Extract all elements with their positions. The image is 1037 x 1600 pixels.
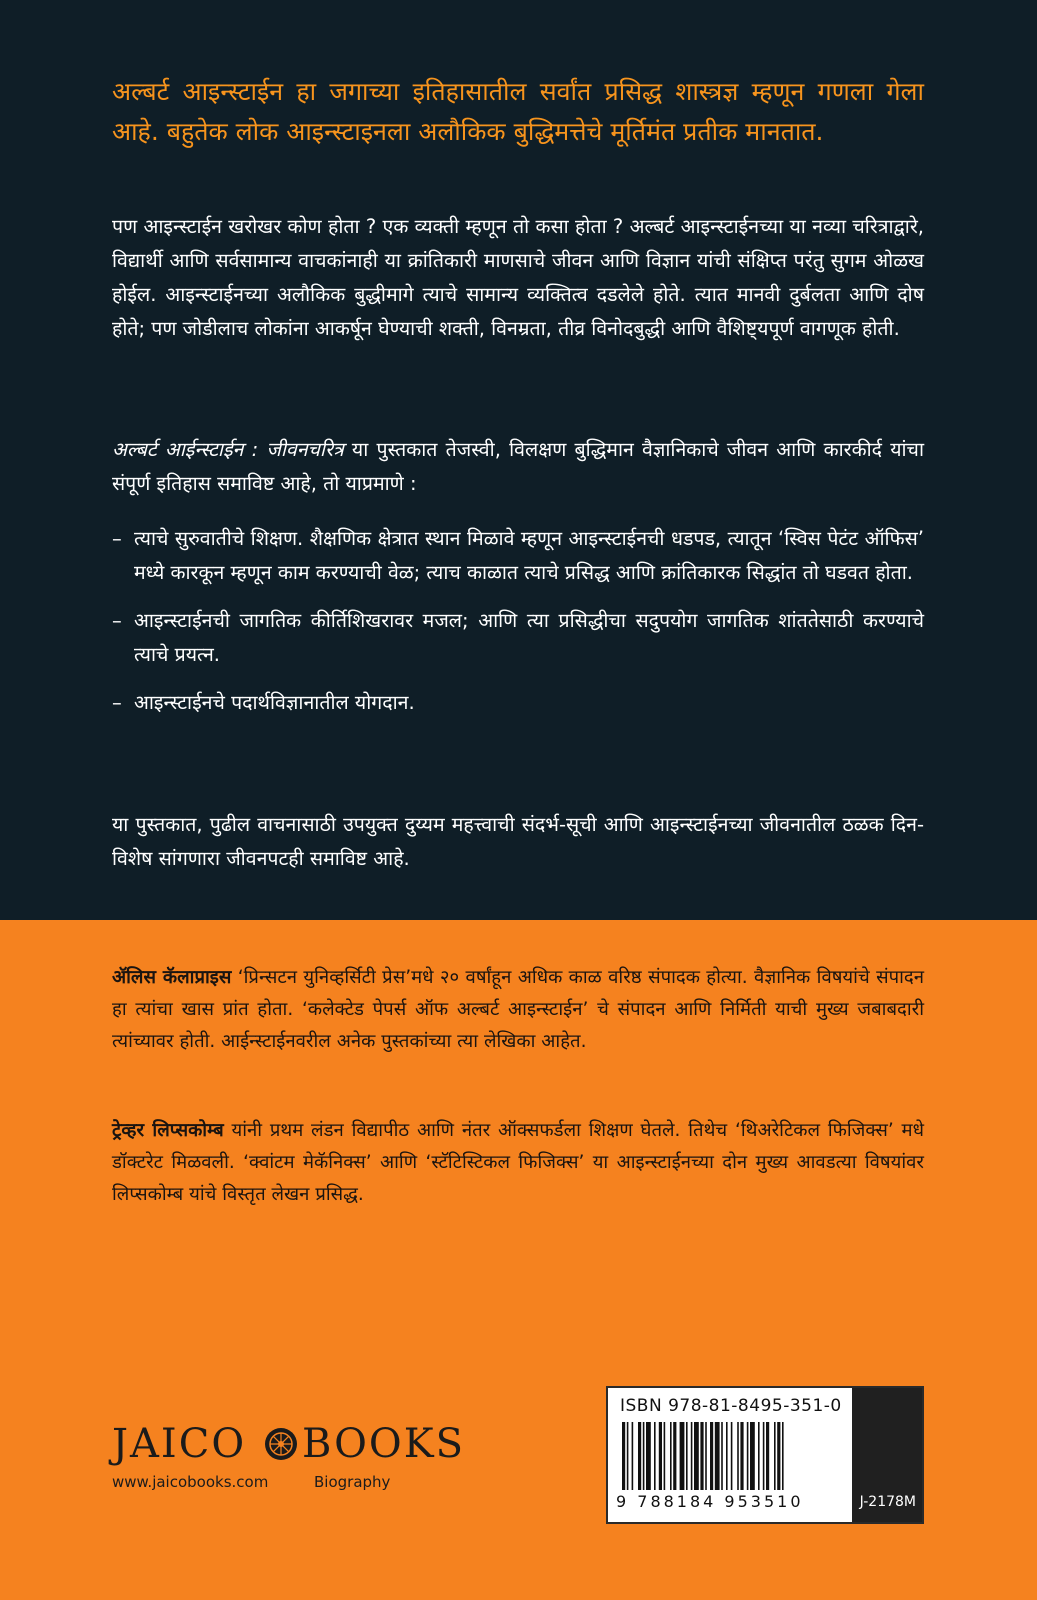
barcode-bar xyxy=(664,1422,666,1490)
barcode-bar xyxy=(654,1422,656,1490)
author-bio-text: ‘प्रिन्सटन युनिव्हर्सिटी प्रेस’मधे २० वर्षांहून अधिक काळ वरिष्ठ संपादक होत्या. वैज्ञानिक विषयांचे संपादन हा त्यांचा खास प्रांत होता. ‘कलेक्टेड पेपर्स ऑफ अल्बर्ट आइन्स्टाईन’ चे संपादन आणि निर्मिती याची मुख्य जबाबदारी त्यांच्यावर होती. आईन्स्टाईनवरील अनेक पुस्तकांच्या त्या लेखिका आहेत. xyxy=(112,967,924,1052)
barcode-bar xyxy=(766,1422,769,1490)
barcode-bar xyxy=(627,1422,629,1490)
list-item-text: आइन्स्टाईनचे पदार्थविज्ञानातील योगदान. xyxy=(134,691,415,714)
ean-digits: 9 788184 953510 xyxy=(616,1492,804,1511)
barcode-bar xyxy=(758,1422,760,1490)
contents-intro-text: या पुस्तकात तेजस्वी, विलक्षण बुद्धिमान वैज्ञानिकाचे जीवन आणि कारकीर्द यांचा संपूर्ण इतिहास समाविष्ट आहे, तो याप्रमाणे : xyxy=(112,438,924,495)
list-item-text: त्याचे सुरुवातीचे शिक्षण. शैक्षणिक क्षेत्रात स्थान मिळावे म्हणून आइन्स्टाईनची धडपड, त्यातून ‘स्विस पेटंट ऑफिस’ मध्ये कारकून म्हणून काम करण्याची वेळ; त्याच काळात त्याचे प्रसिद्ध आणि क्रांतिकारक सिद्धांत तो घडवत होता. xyxy=(134,527,924,584)
barcode-bar xyxy=(750,1422,755,1490)
barcode-bar xyxy=(632,1422,634,1490)
barcode-bar xyxy=(710,1422,713,1490)
dash-marker: – xyxy=(112,609,122,632)
barcode-bars xyxy=(622,1422,844,1490)
barcode-bar xyxy=(691,1422,693,1490)
contents-intro-paragraph xyxy=(112,433,924,501)
barcode-bar xyxy=(715,1422,720,1490)
closing-paragraph: या पुस्तकात, पुढील वाचनासाठी उपयुक्त दुय्यम महत्त्वाची संदर्भ-सूची आणि आइन्स्टाईनच्या जीवनातील ठळक दिन-विशेष सांगणारा जीवनपटही समाविष्ट आहे. xyxy=(112,813,924,870)
barcode-bar xyxy=(680,1422,685,1490)
barcode-bar xyxy=(646,1422,651,1490)
barcode-bar xyxy=(700,1422,703,1490)
barcode-bar xyxy=(622,1422,625,1490)
barcode-bar xyxy=(726,1422,728,1490)
barcode-side-strip xyxy=(852,1388,922,1522)
publisher-logo xyxy=(112,1420,472,1500)
dash-marker: – xyxy=(112,527,122,550)
author-name: ॲलिस कॅलाप्राइस xyxy=(112,967,232,988)
job-code: J-2178M xyxy=(859,1494,916,1510)
isbn-barcode-block xyxy=(606,1386,924,1524)
dash-marker: – xyxy=(112,691,122,714)
author-bio-text: यांनी प्रथम लंडन विद्यापीठ आणि नंतर ऑक्सफर्डला शिक्षण घेतले. तिथेच ‘थिअरेटिकल फिजिक्स’ मधे डॉक्टरेट मिळवली. ‘क्वांटम मेकॅनिक्स’ आणि ‘स्टॅटिस्टिकल फिजिक्स’ या आइन्स्टाईनच्या दोन मुख्य आवडत्या विषयांवर लिप्सकोम्ब यांचे विस्तृत लेखन प्रसिद्ध. xyxy=(112,1120,924,1205)
barcode-bar xyxy=(731,1422,733,1490)
barcode-bar xyxy=(747,1422,749,1490)
list-item xyxy=(112,604,924,672)
book-title-italic: अल्बर्ट आईन्स्टाईन : जीवनचरित्र xyxy=(112,438,344,461)
barcode-bar xyxy=(638,1422,641,1490)
list-item xyxy=(112,686,924,720)
barcode-bar xyxy=(643,1422,645,1490)
isbn-label: ISBN 978-81-8495-351-0 xyxy=(620,1396,842,1416)
author-bio-trevor xyxy=(112,1115,924,1211)
logo-word-left: JAICO xyxy=(112,1421,247,1467)
barcode-bar xyxy=(763,1422,765,1490)
barcode-bar xyxy=(774,1422,776,1490)
publisher-website: www.jaicobooks.com xyxy=(112,1473,269,1491)
book-category: Biography xyxy=(314,1473,391,1491)
wheel-icon xyxy=(264,1427,298,1461)
author-name: ट्रेव्हर लिप्सकोम्ब xyxy=(112,1120,224,1141)
barcode-bar xyxy=(670,1422,672,1490)
barcode-bar xyxy=(782,1422,784,1490)
barcode-bar xyxy=(721,1422,723,1490)
description-paragraph: पण आइन्स्टाईन खरोखर कोण होता ? एक व्यक्ती म्हणून तो कसा होता ? अल्बर्ट आइन्स्टाईनच्या या नव्या चरित्राद्वारे, विद्यार्थी आणि सर्वसामान्य वाचकांनाही या क्रांतिकारी माणसाचे जीवन आणि विज्ञान यांची संक्षिप्त परंतु सुगम ओळख होईल. आइन्स्टाईनच्या अलौकिक बुद्धीमागे त्याचे सामान्य व्यक्तित्व दडलेले होते. त्यात मानवी दुर्बलता आणि दोष होते; पण जोडीलाच लोकांना आकर्षून घेण्याची शक्ती, विनम्रता, तीव्र विनोदबुद्धी आणि वैशिष्ट्यपूर्ण वागणूक होती. xyxy=(112,215,924,340)
logo-word-right: BOOKS xyxy=(302,1421,466,1467)
contents-list xyxy=(112,522,924,734)
barcode-bar xyxy=(705,1422,707,1490)
barcode-bar xyxy=(686,1422,688,1490)
headline: अल्बर्ट आइन्स्टाईन हा जगाच्या इतिहासातील सर्वांत प्रसिद्ध शास्त्रज्ञ म्हणून गणला गेला आहे. बहुतेक लोक आइन्स्टाइनला अलौकिक बुद्धिमत्तेचे मूर्तिमंत प्रतीक मानतात. xyxy=(112,77,924,146)
barcode-bar xyxy=(659,1422,662,1490)
barcode-bar xyxy=(673,1422,676,1490)
author-bio-alice xyxy=(112,962,924,1058)
list-item xyxy=(112,522,924,590)
barcode-bar xyxy=(740,1422,743,1490)
barcode-bar xyxy=(777,1422,780,1490)
barcode-bar xyxy=(694,1422,699,1490)
list-item-text: आइन्स्टाईनची जागतिक कीर्तिशिखरावर मजल; आणि त्या प्रसिद्धीचा सदुपयोग जागतिक शांततेसाठी करण्याचे त्याचे प्रयत्न. xyxy=(134,609,924,666)
barcode-bar xyxy=(737,1422,739,1490)
